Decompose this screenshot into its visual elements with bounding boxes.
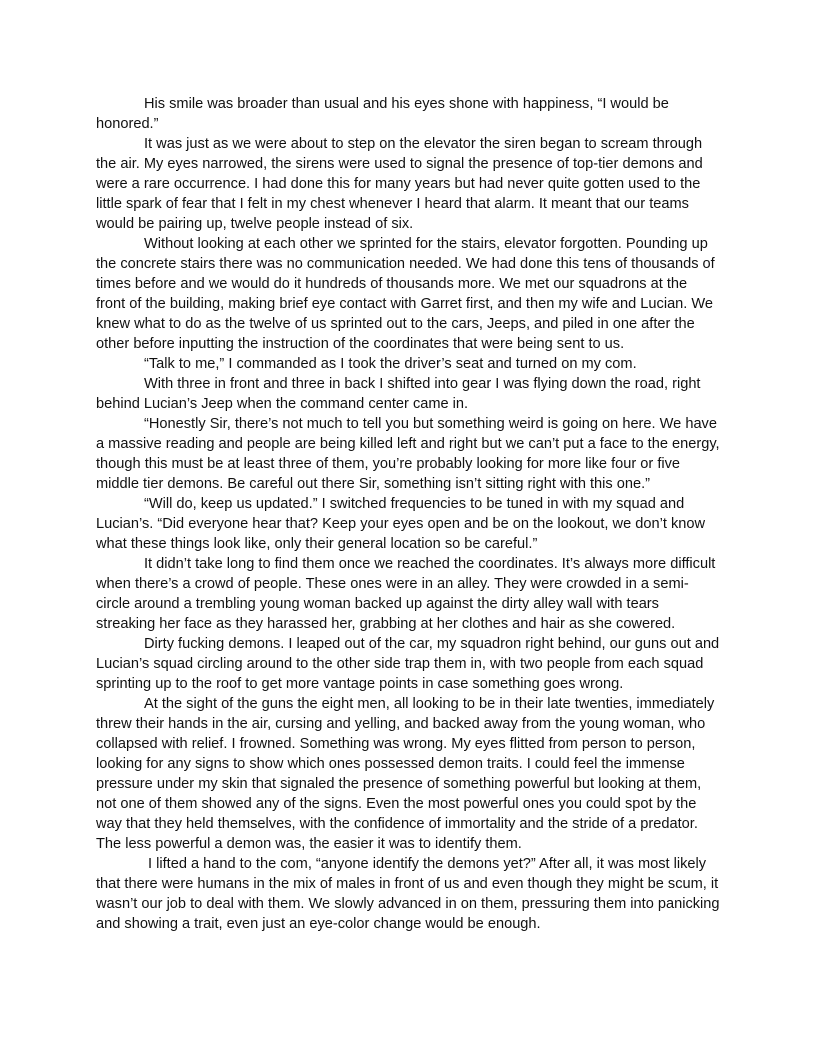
paragraph: It was just as we were about to step on the elevator the siren began to scream through the air. My eyes narrowed, the sirens were used to signal the presence of top-tier demons and were a rare occurrence. I had done this for many years but had never quite gotten used to the little spark of fear that I felt in my chest whenever I heard that alarm. It meant that our teams would be pairing up, twelve people instead of six. <box>96 136 703 232</box>
paragraph: “Talk to me,” I commanded as I took the driver’s seat and turned on my com. <box>144 356 637 372</box>
paragraph: With three in front and three in back I shifted into gear I was flying down the road, right behind Lucian’s Jeep when the command center came in. <box>96 376 701 412</box>
paragraph: His smile was broader than usual and his eyes shone with happiness, “I would be honored.” <box>96 96 669 132</box>
paragraph: It didn’t take long to find them once we reached the coordinates. It’s always more difficult when there’s a crowd of people. These ones were in an alley. They were crowded in a semi-circle around a trembling young woman backed up against the dirty alley wall with tears streaking her face as they harassed her, grabbing at her clothes and hair as she cowered. <box>96 556 716 632</box>
paragraph: At the sight of the guns the eight men, all looking to be in their late twenties, immediately threw their hands in the air, cursing and yelling, and backed away from the young woman, who collapsed with relief. I frowned. Something was wrong. My eyes flitted from person to person, looking for any signs to show which ones possessed demon traits. I could feel the immense pressure under my skin that signaled the presence of something powerful but looking at them, not one of them showed any of the signs. Even the most powerful ones you could spot by the way that they held themselves, with the confidence of immortality and the stride of a predator. The less powerful a demon was, the easier it was to identify them. <box>96 696 715 852</box>
paragraph: I lifted a hand to the com, “anyone identify the demons yet?” After all, it was most likely that there were humans in the mix of males in front of us and even though they might be scum, it wasn’t our job to deal with them. We slowly advanced in on them, pressuring them into panicking and showing a trait, even just an eye-color change would be enough. <box>96 856 720 932</box>
document-page <box>96 94 720 934</box>
paragraph: Dirty fucking demons. I leaped out of the car, my squadron right behind, our guns out and Lucian’s squad circling around to the other side trap them in, with two people from each squad sprinting up to the roof to get more vantage points in case something goes wrong. <box>96 636 720 692</box>
paragraph: “Honestly Sir, there’s not much to tell you but something weird is going on here. We have a massive reading and people are being killed left and right but we can’t put a face to the energy, though this must be at least three of them, you’re probably looking for more like four or five middle tier demons. Be careful out there Sir, something isn’t sitting right with this one.” <box>96 416 720 492</box>
paragraph: “Will do, keep us updated.” I switched frequencies to be tuned in with my squad and Lucian’s. “Did everyone hear that? Keep your eyes open and be on the lookout, we don’t know what these things look like, only their general location so be careful.” <box>96 496 706 552</box>
paragraph: Without looking at each other we sprinted for the stairs, elevator forgotten. Pounding up the concrete stairs there was no communication needed. We had done this tens of thousands of times before and we would do it hundreds of thousands more. We met our squadrons at the front of the building, making brief eye contact with Garret first, and then my wife and Lucian. We knew what to do as the twelve of us sprinted out to the cars, Jeeps, and piled in one after the other before inputting the instruction of the coordinates that were being sent to us. <box>96 236 715 352</box>
